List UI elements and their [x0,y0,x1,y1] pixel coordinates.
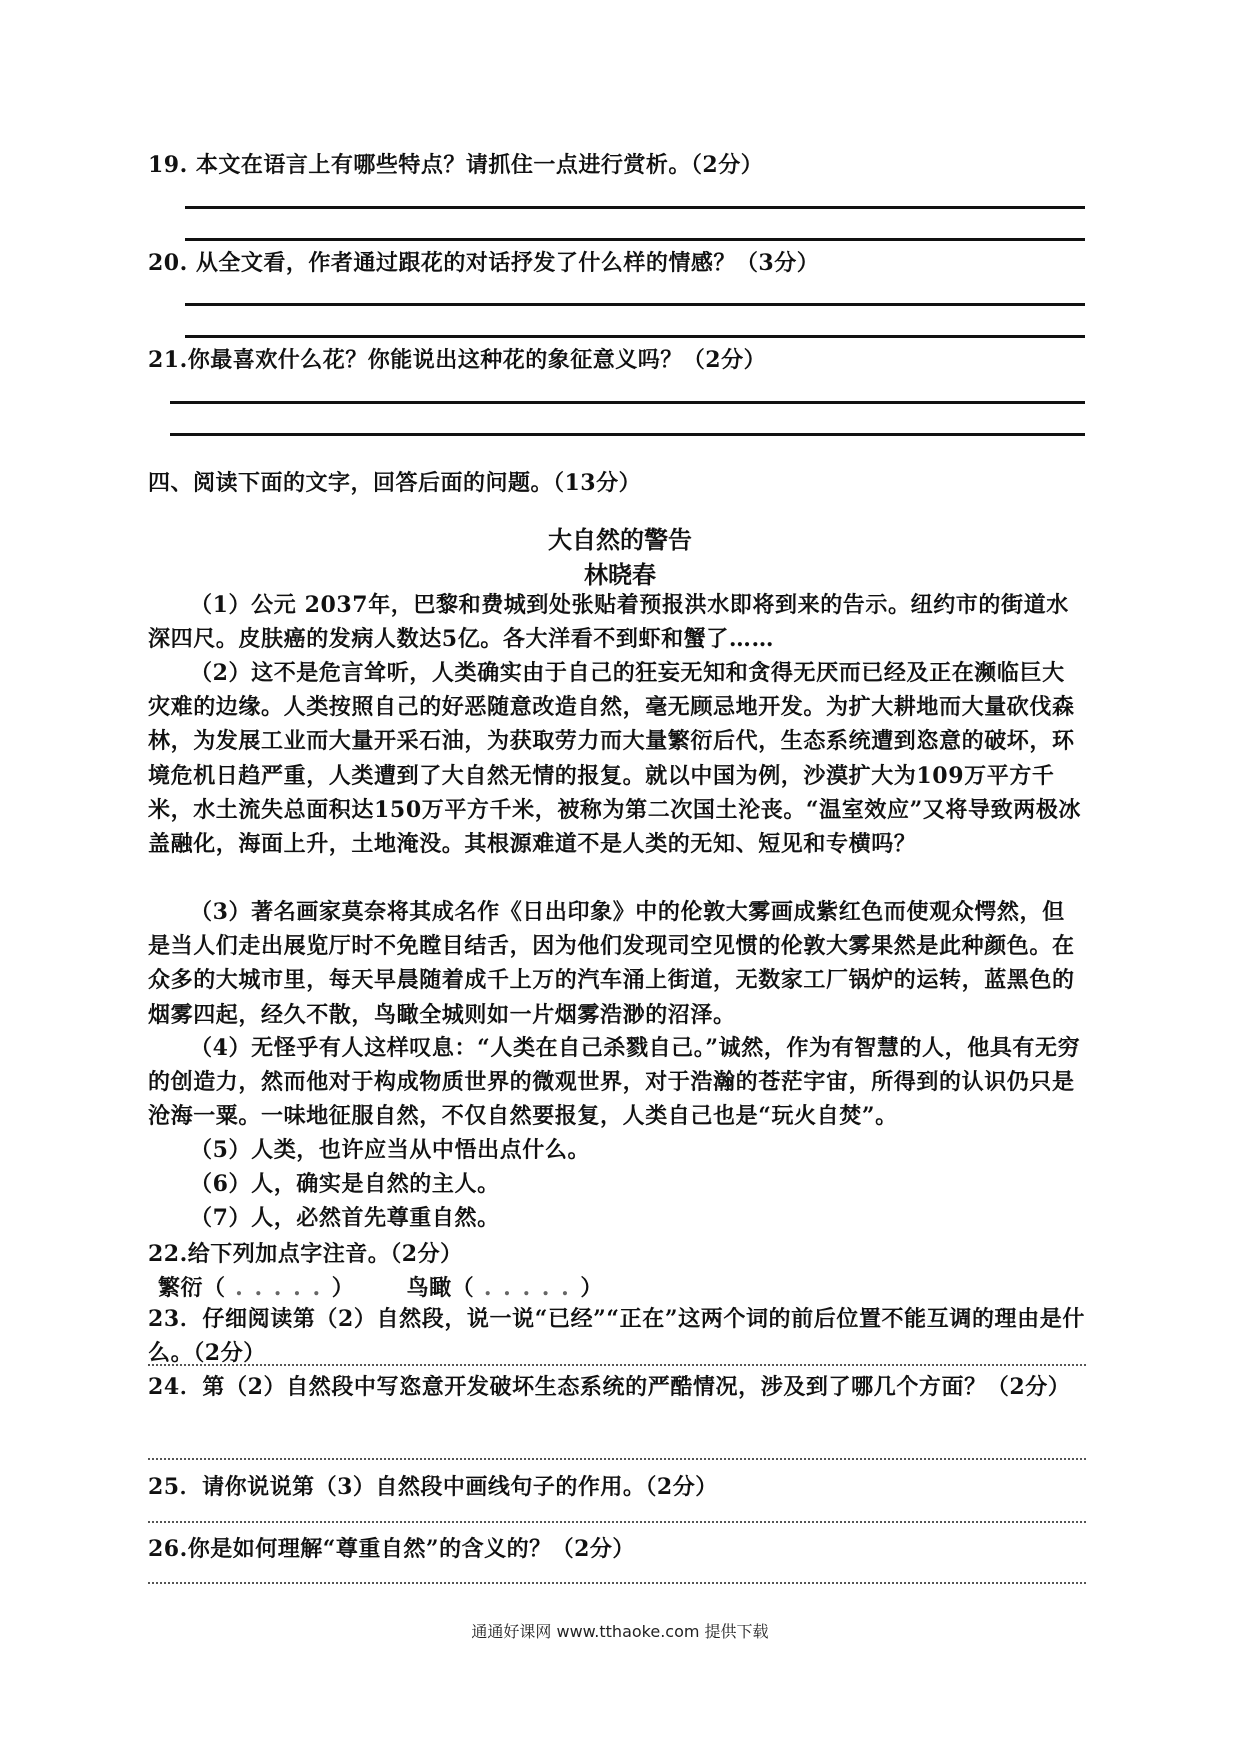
answer-line[interactable] [148,1458,1086,1460]
article-author: 林晓春 [584,560,656,589]
paragraph-2: （2）这不是危言耸听，人类确实由于自己的狂妄无知和贪得无厌而已经及正在濒临巨大灾难的边缘。人类按照自己的好恶随意改造自然，毫无顾忌地开发。为扩大耕地而大量砍伐森林，为发展工业而大量开采石油，为获取劳力而大量繁衍后代，生态系统遭到恣意的破坏，环境危机日趋严重，人类遭到了大自然无情的报复。就以中国为例，沙漠扩大为109万平方千米，水土流失总面积达150万平方千米，被称为第二次国土沦丧。“温室效应”又将导致两极冰盖融化，海面上升，土地淹没。其根源难道不是人类的无知、短见和专横吗？ [148,660,1082,858]
question-22: 22.给下列加点字注音。（2分） [148,1241,463,1267]
answer-line[interactable] [170,401,1085,404]
question-19: 19. 本文在语言上有哪些特点？请抓住一点进行赏析。（2分） [148,152,764,178]
paragraph-4: （4）无怪乎有人这样叹息：“人类在自己杀戮自己。”诚然，作为有智慧的人，他具有无穷的创造力，然而他对于构成物质世界的微观世界，对于浩瀚的苍茫宇宙，所得到的认识仍只是沧海一粟。一味地征服自然，不仅自然要报复，人类自己也是“玩火自焚”。 [148,1035,1081,1130]
question-21: 21.你最喜欢什么花？你能说出这种花的象征意义吗？（2分） [148,347,767,373]
word-niaokan: 鸟瞰（ [406,1275,475,1301]
pinyin-blanks: 繁衍（ . . . . . ） 鸟瞰（ . . . . . ） [158,1275,603,1301]
answer-line[interactable] [185,335,1085,338]
paragraph-3: （3）著名画家莫奈将其成名作《日出印象》中的伦敦大雾画成紫红色而使观众愕然，但是当人们走出展览厅时不免瞠目结舌，因为他们发现司空见惯的伦敦大雾果然是此种颜色。在众多的大城市里，每天早晨随着成千上万的汽车涌上街道，无数家工厂锅炉的运转，蓝黑色的烟雾四起，经久不散，鸟瞰全城则如一片烟雾浩渺的沼泽。 [148,899,1075,1028]
section-heading: 四、阅读下面的文字，回答后面的问题。（13分） [148,470,642,496]
question-25: 25．请你说说第（3）自然段中画线句子的作用。（2分） [148,1474,718,1500]
answer-line[interactable] [170,433,1085,436]
question-24: 24．第（2）自然段中写恣意开发破坏生态系统的严酷情况，涉及到了哪几个方面？（2分） [148,1374,1071,1400]
blank-fill[interactable]: . . . . . [225,1275,332,1301]
paragraph-7: （7）人，必然首先尊重自然。 [190,1205,500,1231]
answer-line[interactable] [185,238,1085,241]
question-20: 20. 从全文看，作者通过跟花的对话抒发了什么样的情感？（3分） [148,250,820,276]
footer-download-note: 通通好课网 www.tthaoke.com 提供下载 [471,1622,769,1641]
question-23: 23．仔细阅读第（2）自然段，说一说“已经”“正在”这两个词的前后位置不能互调的理由是什么。（2分） [148,1306,1085,1367]
paragraph-5: （5）人类，也许应当从中悟出点什么。 [190,1137,591,1163]
article-title: 大自然的警告 [548,525,692,554]
answer-line[interactable] [148,1521,1086,1523]
answer-line[interactable] [185,303,1085,306]
blank-fill[interactable]: . . . . . [474,1275,581,1301]
word-fanyan: 繁衍（ [158,1275,226,1301]
answer-line[interactable] [185,206,1085,209]
paragraph-6: （6）人，确实是自然的主人。 [190,1171,500,1197]
question-26: 26.你是如何理解“尊重自然”的含义的？（2分） [148,1536,635,1562]
answer-line[interactable] [148,1364,1086,1366]
paragraph-1: （1）公元 2037年，巴黎和费城到处张贴着预报洪水即将到来的告示。纽约市的街道水深四尺。皮肤癌的发病人数达5亿。各大洋看不到虾和蟹了…… [148,592,1069,653]
answer-line[interactable] [148,1582,1086,1584]
